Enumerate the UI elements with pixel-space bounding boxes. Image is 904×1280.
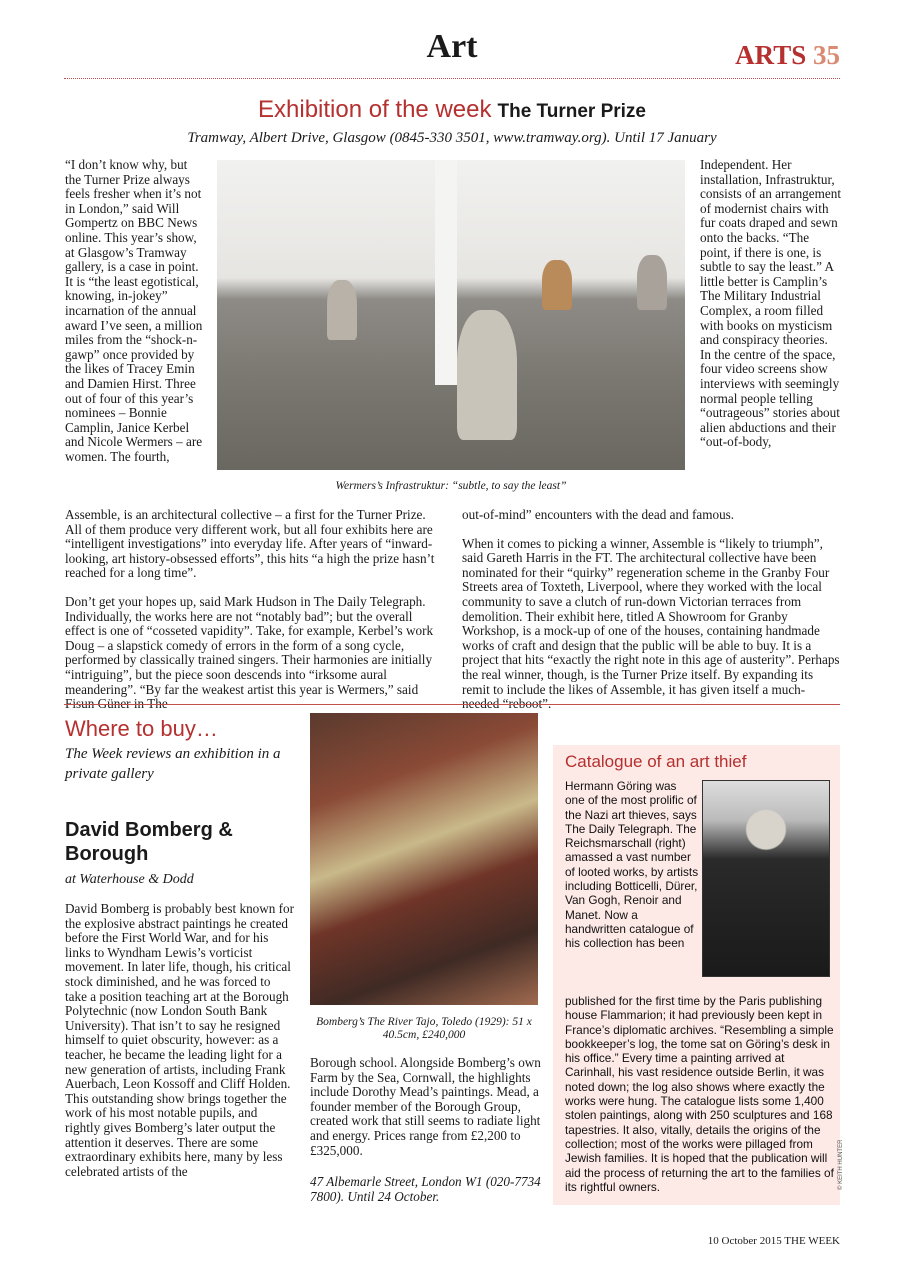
section-title: Art: [426, 28, 478, 65]
page-footer: [708, 1235, 840, 1247]
catalogue-text-continued: published for the first time by the Paris publishing house Flammarion; it had previously been kept in France’s diplomatic archives. “Resembling a simple bookkeeper’s log, the tome sat on Göring’s desk in his office.” Every time a painting arrived at Carinhall, his vast residence outside Berlin, it was noted down; the log also shows where exactly the works were hung. The catalogue lists some 1,400 stolen paintings, along with 250 sculptures and 168 tapestries. It also, vitally, details the origins of the collection; most of the works were pillaged from Jewish families. It is hoped that the publication will aid the process of returning the art to the families of its rightful owners.: [565, 994, 834, 1194]
page-number: 35: [813, 40, 840, 70]
painting-image: [310, 713, 538, 1005]
gallery-show-title: David Bomberg & Borough: [65, 819, 233, 865]
paragraph: out-of-mind” encounters with the dead and famous.: [462, 507, 735, 522]
article-column-right: Independent. Her installation, Infrastruktur, consists of an arrangement of modernist chairs with fur coats draped and sewn onto the backs. “The point, if there is one, is subtle to say the least.” A little better is Camplin’s The Military Industrial Complex, a room filled with books on mysticism and conspiracy theories. In the centre of the space, four video screens show interviews with seemingly normal people telling “outrageous” stories about alien abductions and their “out-of-body,: [700, 157, 841, 450]
paragraph: Assemble, is an architectural collective – a first for the Turner Prize. All of them produce very different work, but all four exhibits here are “intelligent investigations” into everyday life. After years of “inward-looking, art history-obsessed efforts”, this hits “a high the prize hasn’t reached for a long time”.: [65, 507, 435, 581]
article-column-left: “I don’t know why, but the Turner Prize always feels fresher when it’s not in London,” said Will Gompertz on BBC News online. This year’s show, at Glasgow’s Tramway gallery, is a case in point. It is “the least egotistical, knowing, in-jokey” incarnation of the annual award I’ve seen, a million miles from the “shock-n-gawp” once provided by the likes of Tracey Emin and Damien Hirst. Three out of four of this year’s nominees – Bonnie Camplin, Janice Kerbel and Nicole Wermers – are women. The fourth,: [65, 157, 203, 464]
article-flow-right: [462, 508, 840, 712]
paragraph: Don’t get your hopes up, said Mark Hudson in The Daily Telegraph. Individually, the works here are not “notably bad”; but the overall effect is one of “cosseted vapidity”. Take, for example, Kerbel’s work Doug – a slapstick comedy of errors in the form of a song cycle, performed by classically trained singers. Their harmonies are initially “intriguing”, but the piece soon descends into “irksome aural meandering”. “By far the weakest artist this year is Wermers,” said Fisun Güner in The: [65, 593, 434, 712]
gallery-address: 47 Albemarle Street, London W1 (020-7734 7800). Until 24 October.: [310, 1174, 541, 1204]
issue-date: 10 October 2015: [707, 1235, 782, 1247]
painting-caption: Bomberg’s The River Tajo, Toledo (1929): 51 x 40.5cm, £240,000: [316, 1016, 532, 1041]
where-to-buy-subheading: The Week reviews an exhibition in a private gallery: [65, 746, 281, 782]
image-caption: Wermers’s Infrastruktur: “subtle, to say the least”: [335, 480, 567, 492]
exhibition-label: Exhibition of the week: [258, 96, 492, 123]
catalogue-heading: Catalogue of an art thief: [565, 752, 747, 771]
installation-photo: [217, 160, 685, 470]
section-name: ARTS: [735, 40, 807, 70]
exhibition-title: The Turner Prize: [497, 101, 646, 122]
where-to-buy-heading: Where to buy…: [65, 716, 218, 741]
exhibition-details: Tramway, Albert Drive, Glasgow (0845-330 3501, www.tramway.org). Until 17 January: [187, 130, 717, 146]
gallery-review-body: David Bomberg is probably best known for the explosive abstract paintings he created before the First World War, and for his links to Wyndham Lewis’s vorticist movement. In later life, though, his critical stock diminished, and he was forced to take a position teaching art at the Borough Polytechnic (now London South Bank University). That isn’t to say he resigned himself to quiet obscurity, however: as a teacher, he became the leading light for a new generation of artists, including Frank Auerbach, Leon Kossoff and Cliff Holden. This outstanding show brings together the work of his most notable pupils, and rightly gives Bomberg’s later output the attention it deserves. There are some extraordinary exhibits here, many by less celebrated artists of the: [65, 901, 295, 1179]
section-divider: [64, 704, 840, 705]
header-divider: [64, 78, 840, 79]
goering-portrait: [702, 780, 830, 977]
article-flow-left: [65, 508, 441, 712]
article-title: [0, 96, 904, 124]
photo-credit: © KEITH HUNTER: [838, 1139, 844, 1190]
section-label: [735, 40, 840, 71]
gallery-review-continued: Borough school. Alongside Bomberg’s own Farm by the Sea, Cornwall, the highlights include Dorothy Mead’s paintings. Mead, a founder member of the Borough Group, created work that still seems to radiate light and energy. Prices range from £2,200 to £325,000.: [310, 1055, 541, 1158]
catalogue-text: Hermann Göring was one of the most prolific of the Nazi art thieves, says The Daily Telegraph. The Reichsmarschall (right) amassed a vast number of looted works, by artists including Botticelli, Dürer, Van Gogh, Renoir and Manet. Now a handwritten catalogue of his collection has been: [565, 779, 699, 951]
publication-name: THE WEEK: [784, 1235, 840, 1247]
paragraph: When it comes to picking a winner, Assemble is “likely to triumph”, said Gareth Harris in the FT. The architectural collective have been nominated for their “quirky” regeneration scheme in the Granby Four Streets area of Toxteth, Liverpool, where they worked with the local community to save a clutch of run-down Victorian terraces from demolition. Their exhibit here, titled A Showroom for Granby Workshop, is a mock-up of one of the houses, containing handmade works of craft and design that the public will be able to buy. It is a project that hits “exactly the right note in this age of austerity”. Perhaps the real winner, though, is the Turner Prize itself. By expanding its remit to include the likes of Assemble, it has given itself a much-needed “reboot”.: [462, 535, 840, 712]
gallery-name: at Waterhouse & Dodd: [65, 872, 194, 887]
